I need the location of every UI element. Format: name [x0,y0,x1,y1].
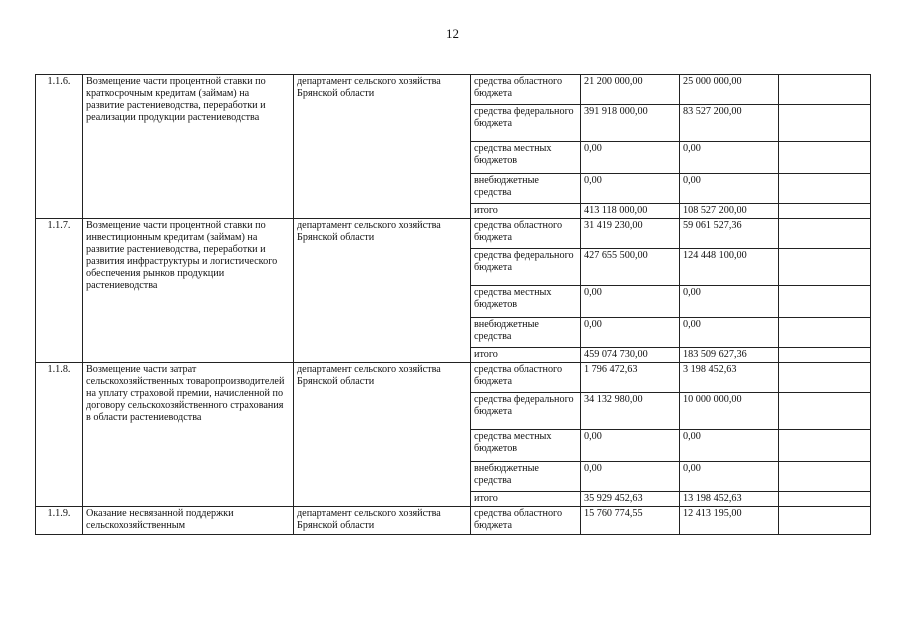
funding-source: средства федерального бюджета [471,249,581,286]
amount-col-3 [779,286,871,318]
amount-col-3 [779,430,871,462]
measure-description: Оказание несвязанной поддержки сельскохозяйственным [83,507,294,535]
amount-col-1: 459 074 730,00 [581,348,680,363]
funding-source: внебюджетные средства [471,174,581,204]
funding-source: средства областного бюджета [471,363,581,393]
funding-source: средства местных бюджетов [471,286,581,318]
funding-source: итого [471,492,581,507]
amount-col-3 [779,318,871,348]
amount-col-3 [779,105,871,142]
responsible-department: департамент сельского хозяйства Брянской области [294,507,471,535]
amount-col-2: 0,00 [680,318,779,348]
measure-description: Возмещение части процентной ставки по краткосрочным кредитам (займам) на развитие растениеводства, переработки и реализации продукции растениеводства [83,75,294,219]
amount-col-3 [779,174,871,204]
amount-col-2: 25 000 000,00 [680,75,779,105]
amount-col-3 [779,204,871,219]
amount-col-1: 0,00 [581,286,680,318]
item-number: 1.1.8. [36,363,83,507]
amount-col-2: 10 000 000,00 [680,393,779,430]
funding-source: итого [471,204,581,219]
amount-col-2: 3 198 452,63 [680,363,779,393]
amount-col-2: 13 198 452,63 [680,492,779,507]
amount-col-1: 0,00 [581,430,680,462]
amount-col-1: 413 118 000,00 [581,204,680,219]
amount-col-2: 183 509 627,36 [680,348,779,363]
amount-col-2: 12 413 195,00 [680,507,779,535]
amount-col-3 [779,142,871,174]
amount-col-1: 0,00 [581,318,680,348]
funding-source: средства федерального бюджета [471,105,581,142]
funding-source: средства местных бюджетов [471,430,581,462]
funding-source: средства областного бюджета [471,75,581,105]
table-row [36,75,871,105]
amount-col-1: 391 918 000,00 [581,105,680,142]
table-body [36,75,871,535]
funding-source: средства областного бюджета [471,219,581,249]
amount-col-1: 31 419 230,00 [581,219,680,249]
amount-col-1: 35 929 452,63 [581,492,680,507]
amount-col-1: 1 796 472,63 [581,363,680,393]
amount-col-1: 34 132 980,00 [581,393,680,430]
funding-source: внебюджетные средства [471,318,581,348]
funding-source: средства федерального бюджета [471,393,581,430]
item-number: 1.1.6. [36,75,83,219]
measure-description: Возмещение части процентной ставки по инвестиционным кредитам (займам) на развитие растениеводства, переработки и развития инфраструктуры и логистического обеспечения рынков продукции растениеводства [83,219,294,363]
amount-col-2: 108 527 200,00 [680,204,779,219]
amount-col-3 [779,462,871,492]
budget-table [35,74,871,535]
amount-col-1: 0,00 [581,174,680,204]
amount-col-3 [779,219,871,249]
amount-col-2: 0,00 [680,174,779,204]
amount-col-3 [779,393,871,430]
page-number: 12 [446,26,459,41]
funding-source: средства областного бюджета [471,507,581,535]
amount-col-3 [779,507,871,535]
funding-source: итого [471,348,581,363]
item-number: 1.1.9. [36,507,83,535]
item-number: 1.1.7. [36,219,83,363]
responsible-department: департамент сельского хозяйства Брянской области [294,75,471,219]
amount-col-3 [779,75,871,105]
measure-description: Возмещение части затрат сельскохозяйственных товаропроизводителей на уплату страховой премии, начисленной по договору сельскохозяйственного страхования в области растениеводства [83,363,294,507]
table-row [36,219,871,249]
amount-col-2: 0,00 [680,430,779,462]
amount-col-2: 59 061 527,36 [680,219,779,249]
amount-col-3 [779,492,871,507]
amount-col-1: 15 760 774,55 [581,507,680,535]
table-row [36,363,871,393]
amount-col-2: 0,00 [680,286,779,318]
responsible-department: департамент сельского хозяйства Брянской области [294,219,471,363]
funding-source: средства местных бюджетов [471,142,581,174]
amount-col-1: 427 655 500,00 [581,249,680,286]
amount-col-1: 21 200 000,00 [581,75,680,105]
amount-col-3 [779,363,871,393]
amount-col-1: 0,00 [581,462,680,492]
amount-col-2: 0,00 [680,142,779,174]
funding-source: внебюджетные средства [471,462,581,492]
amount-col-1: 0,00 [581,142,680,174]
responsible-department: департамент сельского хозяйства Брянской области [294,363,471,507]
amount-col-2: 124 448 100,00 [680,249,779,286]
amount-col-3 [779,348,871,363]
amount-col-3 [779,249,871,286]
amount-col-2: 83 527 200,00 [680,105,779,142]
table-row [36,507,871,535]
amount-col-2: 0,00 [680,462,779,492]
